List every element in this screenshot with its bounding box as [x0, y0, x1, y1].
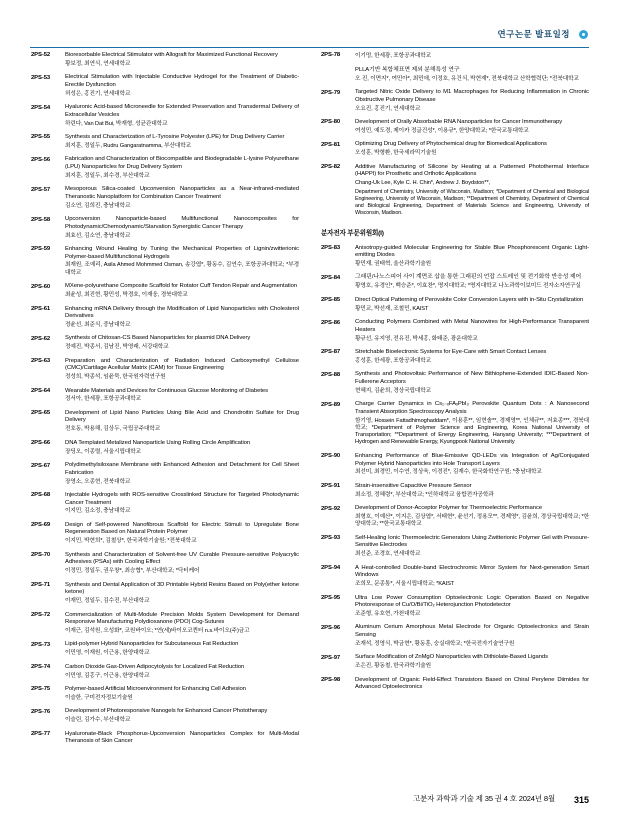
footer-journal-info: 고분자 과학과 기술 제 35 권 4 호 2024년 8월 — [412, 794, 555, 803]
entry-authors: Chang-Uk Lee, Kyle C. H. Chin*, Andrew J. Boydston**, — [355, 180, 491, 187]
entry-code: 2PS-82 — [321, 164, 341, 171]
entry-authors: 이지민, 김소정, 충남대학교 — [65, 508, 131, 515]
entry-authors: 하린다, Van Dat Bui, 박재형, 성균관대학교 — [65, 120, 168, 127]
entry-body — [65, 186, 299, 210]
entry-title: Development of Organic Field-Effect Transistors Based on Chiral Perylene Diimides for Advanced Optoelectronics — [355, 676, 589, 691]
entry-body — [65, 52, 299, 68]
abstract-entry — [31, 388, 299, 404]
abstract-entry — [321, 535, 589, 559]
entry-body — [355, 483, 589, 499]
entry-code: 2PS-97 — [321, 654, 341, 661]
entry-title: Mesoporous Silica-coated Upconversion Nanoparticles as a Near-infrared-mediated Theranostic Nanoplatform for Combination Cancer Treatment — [65, 186, 299, 200]
entry-authors: 황민교, 박선재, 조철민, KAIST — [355, 305, 429, 312]
entry-body — [355, 595, 589, 619]
section-heading: 분자전자 부문위원회(I) — [321, 229, 384, 237]
abstract-entry — [321, 565, 589, 589]
page-header-title: 연구논문 발표일정 — [497, 29, 570, 39]
entry-affiliation: Department of Chemistry, University of Wisconsin, Madison; *Department of Chemical and Biological Engineering, University of Wisconsin, Madison; **Department of Chemistry, Department of Chemical and Biological Engineering, Department of Materials Science and Engineering, University of Wisconsin, Madison. — [355, 188, 589, 216]
entry-code: 2PS-58 — [31, 216, 51, 223]
entry-authors: 정윤선, 최준식, 중남대학교 — [65, 321, 131, 328]
abstract-entry — [321, 371, 589, 395]
entry-authors: 이정민, 정일두, 권우창*, 최승협*, 부산대학교; *닥터케어 — [65, 568, 200, 575]
entry-title: Fabrication and Characterization of Biocompatible and Biodegradable L-lysine Polyurethane (LPU) Nanoparticles for Drug Delivery System — [65, 156, 299, 170]
entry-authors: 최선준, 조경호, 연세대학교 — [355, 551, 421, 558]
entry-authors: 최윤성, 최진현, 황민성, 박경호, 이재웅, 경북대학교 — [65, 292, 188, 299]
left-column — [31, 52, 299, 760]
abstract-entry — [31, 283, 299, 299]
entry-authors: 황영호, 유경인*, 백승준*, 이효찬*, 명지대학교; *명지대학교 나노과학이보미드 전자소자연구실 — [355, 283, 581, 290]
abstract-entry — [31, 612, 299, 636]
entry-title: Commercialization of Multi-Module Precision Molds System Development for Demand Responsive Manufacturing Polydioxanone (PDO) Cog-Sutures — [65, 611, 299, 626]
entry-title: Targeted Nitric Oxide Delivery to M1 Macrophages for Reducing Inflammation in Chronic Obstructive Pulmonary Disease — [355, 89, 589, 103]
abstract-entry — [31, 492, 299, 516]
entry-body — [65, 552, 299, 576]
abstract-entry — [321, 245, 589, 269]
header-dot-icon — [579, 30, 588, 39]
entry-title: Enhancing mRNA Delivery through the Modification of Lipid Nanoparticles with Cholesterol Derivatives — [65, 305, 299, 320]
entry-body — [65, 335, 299, 351]
abstract-entry — [321, 401, 589, 447]
entry-code: 2PS-84 — [321, 274, 341, 281]
entry-authors: 최효선, 김소연, 충남대학교 — [65, 232, 131, 239]
entry-authors: 이슬한, 구미전자정보기술원 — [65, 694, 133, 701]
entry-authors: 조은진, 황동철, 한국과학기술원 — [355, 663, 432, 670]
entry-body — [65, 306, 299, 330]
entry-body — [355, 535, 589, 559]
entry-title: Development of Donor-Acceptor Polymer for Thermoelectric Performance — [355, 505, 543, 512]
entry-code: 2PS-76 — [31, 708, 51, 715]
abstract-entry — [321, 67, 589, 83]
entry-code: 2PS-66 — [31, 440, 51, 447]
entry-title: Injectable Hydrogels with ROS-sensitive Crosslinked Structure for Targeted Photodynamic Cancer Treatment — [65, 492, 299, 506]
entry-code: 2PS-54 — [31, 104, 51, 111]
entry-title: 그래핀/나노스피어 사이 계면조 삽을 통한 그래핀의 언잡 스트레인 및 전기화학 반응성 제어 — [355, 274, 582, 281]
abstract-entry — [321, 453, 589, 477]
entry-body — [355, 274, 589, 290]
entry-body — [355, 505, 589, 528]
entry-title: Bioresorbable Electrical Stimulator with Allograft for Maximized Functional Recovery — [65, 52, 278, 58]
entry-body — [65, 708, 299, 724]
abstract-entry — [321, 505, 589, 528]
entry-code: 2PS-55 — [31, 134, 51, 141]
abstract-entry — [321, 677, 589, 693]
entry-title: PLLA기반 복합체표면 제외 분해특성 연구 — [355, 66, 460, 73]
entry-authors: 조희모, 문종통*, 서울시립대학교; *KAIST — [355, 581, 455, 588]
entry-authors: 현혜지, 김윤희, 경상국립대학교 — [355, 387, 432, 394]
entry-body — [355, 119, 589, 135]
entry-authors: 이기멍, 한세광, 포항공과대학교 — [355, 53, 432, 60]
entry-authors: 여성민, 예도경, 제이카 정글건성*, 이용규*, 한양대학교; *한국교통대학교 — [355, 127, 529, 134]
abstract-entry — [321, 624, 589, 648]
entry-code: 2PS-67 — [31, 462, 51, 469]
abstract-entry — [31, 134, 299, 150]
entry-authors: 김소연, 김희진, 충남대학교 — [65, 202, 131, 209]
entry-title: Hyaluronate-Black Phosphorus-Upconversion Nanoparticles Complex for Multi-Modal Theranosis of Skin Cancer — [65, 730, 299, 745]
entry-title: DNA Templated Metalized Nanoparticle Using Rolling Circle Amplification — [65, 439, 251, 446]
entry-authors: 함기영, Hossein Fattadhimoghaddam*, 이용훈**, 임현솔**, 경제영**, 인체규**, 저효종***, 경북대학교; *Department of Polymer Science and Engineering, Korea National University of Transportation; **Department of Energy Engineering, Hanyang University; ***Department of Hydrogen and Renewable Energy, Kyungpook National University — [355, 417, 589, 446]
entry-title: Self-Healing Ionic Thermoelectric Generators Using Zwitterionic Polymer Gel with Pressure-Sensitive Electrodes — [355, 534, 589, 549]
entry-code: 2PS-61 — [31, 305, 51, 312]
entry-title: Strain-insensitive Capacitive Pressure Sensor — [355, 482, 472, 489]
entry-code: 2PS-72 — [31, 611, 51, 618]
entry-code: 2PS-81 — [321, 141, 341, 148]
entry-body — [355, 319, 589, 343]
entry-code: 2PS-86 — [321, 319, 341, 326]
abstract-entry — [31, 358, 299, 382]
entry-body — [355, 67, 589, 83]
entry-code: 2PS-80 — [321, 119, 341, 126]
entry-title: Anisotropy-guided Molecular Engineering for Stable Blue Phosphorescent Organic Light-emitting Diodes — [355, 244, 589, 259]
entry-title: Development of Photoresponsive Nanogels for Enhanced Cancer Phototherapy — [65, 708, 268, 715]
entry-code: 2PS-94 — [321, 565, 341, 572]
entry-code: 2PS-83 — [321, 244, 341, 251]
entry-authors: 오성훈, 박형환, 한국세라믹기술원 — [355, 150, 437, 157]
entry-body — [355, 349, 589, 365]
entry-body — [65, 582, 299, 606]
entry-body — [355, 89, 589, 113]
abstract-entry — [321, 654, 589, 670]
entry-title: Direct Optical Patterning of Perovskite Color Conversion Layers with in-Situ Crystallization — [355, 296, 584, 303]
entry-code: 2PS-95 — [321, 594, 341, 601]
entry-authors: 이민영, 김홍구, 이근용, 한양대학교 — [65, 672, 150, 679]
entry-body — [65, 156, 299, 180]
abstract-entry — [31, 246, 299, 277]
entry-body — [355, 52, 589, 61]
entry-code: 2PS-98 — [321, 677, 341, 683]
abstract-entry — [31, 335, 299, 351]
entry-authors: 조준형, 유호현, 가천대학교 — [355, 610, 421, 617]
entry-body — [65, 104, 299, 128]
entry-body — [355, 624, 589, 648]
abstract-entry — [31, 582, 299, 606]
abstract-entry — [31, 410, 299, 434]
entry-authors: 오요진, 홍진기, 연세대학교 — [355, 105, 421, 112]
entry-body — [65, 74, 299, 98]
abstract-entry — [31, 156, 299, 180]
entry-body — [355, 297, 589, 313]
entry-title: Preparation and Characterization of Radiation Induced Carboxymethyl Cellulose (CMC)/Cartilage Acellular Matrix (CAM) for Tissue Engineering — [65, 357, 299, 372]
entry-code: 2PS-77 — [31, 731, 51, 738]
entry-title: Synthesis of Chitosan-CS Based Nanoparticles for plasmid DNA Delivery — [65, 335, 251, 342]
entry-authors: 최소정, 정혜령*, 부산대학교; *인하대학교 융합전자공학과 — [355, 491, 494, 498]
entry-title: Surface Modification of ZnMgO Nanoparticles with Dithiolate-Based Ligands — [355, 654, 549, 661]
entry-title: Additive Manufacturing of Silicone by Heating at a Patterned Photothermal Interface (HAPPI) for Prosthetic and Orthotic Applications — [355, 163, 589, 178]
header-rule — [30, 47, 589, 48]
entry-authors: 조재석, 정영식, 박금현*, 황동훈, 숭실대학교; *한국전자기술연구원 — [355, 640, 515, 647]
entry-body — [355, 164, 589, 217]
entry-authors: 최선미, 최경민, 이수연, 정상욱, 이경진*, 김재수, 한국화학연구원; *충남대학교 — [355, 469, 542, 476]
entry-title: Upconversion Nanoparticle-based Multifunctional Nanocomposites for Photodynamic/Chemodynamic/Starvation Synergistic Cancer Therapy — [65, 216, 299, 230]
entry-code: 2PS-63 — [31, 358, 51, 365]
right-column — [321, 52, 589, 760]
abstract-entry — [321, 274, 589, 290]
abstract-entry — [321, 89, 589, 113]
abstract-entry — [31, 641, 299, 657]
entry-body — [65, 641, 299, 657]
abstract-entry — [321, 164, 589, 217]
entry-code: 2PS-79 — [321, 89, 341, 96]
entry-code: 2PS-96 — [321, 624, 341, 631]
entry-body — [65, 134, 299, 150]
entry-title: Optimizing Drug Delivery of Phytochemical drug for Biomedical Applications — [355, 141, 547, 148]
abstract-entry — [321, 297, 589, 313]
entry-code: 2PS-60 — [31, 283, 51, 290]
entry-authors: 전호동, 박용해, 김상두, 국립공주대학교 — [65, 426, 161, 433]
abstract-entry — [31, 104, 299, 128]
entry-code: 2PS-88 — [321, 371, 341, 378]
entry-authors: 정예진, 박종서, 김남진, 박영래, 서강대학교 — [65, 344, 169, 351]
entry-code: 2PS-78 — [321, 52, 341, 59]
entry-code: 2PS-85 — [321, 297, 341, 304]
footer-page-number: 315 — [573, 795, 589, 805]
abstract-entry — [321, 595, 589, 619]
entry-authors: 황보정, 최연식, 연세대학교 — [65, 60, 131, 67]
entry-body — [355, 245, 589, 269]
entry-code — [321, 67, 355, 83]
entry-authors: 이재근, 김석원, 오성화*, 코원바이오; *연(세)바이오코퀸터 n.s.바이오(주)금고 — [65, 627, 250, 634]
entry-title: Conducting Polymers Combined with Metal Nanowires for High-Performance Transparent Heaters — [355, 319, 589, 333]
entry-code: 2PS-71 — [31, 582, 51, 589]
entry-authors: 홍성훈, 한세광, 포항공과대학교 — [355, 357, 432, 364]
entry-body — [65, 410, 299, 434]
entry-title: Carbon Dioxide Gas-Driven Adipocytolysis for Localized Fat Reduction — [65, 663, 245, 670]
entry-body — [355, 654, 589, 670]
entry-authors: 최재원, 조예리, Asila Ahmed Mohmmed Osman, 송강엽*, 황동수, 김연수, 포항공과대학교; *부경대학교 — [65, 262, 299, 276]
entry-body — [355, 401, 589, 447]
entry-code: 2PS-70 — [31, 552, 51, 559]
entry-authors: 정서아, 한세광, 포항공과대학교 — [65, 396, 142, 403]
page-footer — [0, 787, 619, 805]
entry-code: 2PS-74 — [31, 664, 51, 671]
entry-authors: 장영소, 오종현, 전북대학교 — [65, 478, 131, 485]
abstract-entry — [321, 52, 589, 61]
entry-body — [65, 686, 299, 702]
entry-authors: 허성은, 홍진기, 연세대학교 — [65, 90, 131, 97]
entry-title: Stretchable Bioelectronic Systems for Eye-Care with Smart Contact Lenses — [355, 348, 547, 355]
entry-authors: 황규선, 유지영, 전유진, 박세홍, 화태준, 광운대학교 — [355, 335, 478, 342]
entry-code: 2PS-56 — [31, 156, 51, 163]
entry-authors: 이지민, 박현희*, 김철상*, 한국과학기술원; *전북대학교 — [65, 538, 197, 545]
entry-body — [355, 565, 589, 589]
abstract-entry — [31, 686, 299, 702]
abstract-entry — [31, 522, 299, 546]
abstract-entry — [321, 119, 589, 135]
entry-title: Development of Orally Absorbable RNA Nanoparticles for Cancer Immunotherapy — [355, 118, 563, 125]
entry-code: 2PS-64 — [31, 388, 51, 394]
entry-title: Polymer-based Artificial Microenvironment for Enhancing Cell Adhesion — [65, 686, 246, 693]
entry-title: Charge Carrier Dynamics in Cs₁₋ₓFAₓPbI₃ Perovskite Quantum Dots : A Nanosecond Transient Absorption Spectroscopy Analysis — [355, 401, 589, 415]
entry-body — [65, 246, 299, 277]
abstract-entry — [31, 708, 299, 724]
entry-title: Hyaluronic Acid-based Microneedle for Extended Preservation and Transdermal Delivery of Extracellular Vesicles — [65, 104, 299, 118]
entry-authors: 이슬린, 김가수, 부산대학교 — [65, 717, 131, 724]
entry-code: 2PS-92 — [321, 505, 341, 512]
entry-title: Synthesis and Characterization of L-Tyrosine Polyester (LPE) for Drug Delivery Carrier — [65, 134, 285, 141]
entry-body — [65, 440, 299, 456]
abstract-entry — [321, 319, 589, 343]
abstract-entry — [31, 74, 299, 98]
entry-body — [65, 612, 299, 636]
columns-container — [31, 52, 589, 760]
entry-code: 2PS-62 — [31, 335, 51, 342]
entry-authors: 이민영, 이재원, 이근용, 한양대학교 — [65, 650, 150, 657]
entry-code: 2PS-68 — [31, 492, 51, 499]
entry-body — [65, 664, 299, 680]
entry-code: 2PS-52 — [31, 52, 51, 59]
entry-title: Enhancing Performance of Blue-Emissive QD-LEDs via Integration of Ag/Conjugated Polymer Hybrid Nanoparticles into Hole Transport Layers — [355, 452, 589, 467]
entry-title: Development of Lipid Nano Particles Using Bile Acid and Chondroitin Sulfate for Drug Delivery — [65, 409, 299, 424]
page-header — [0, 22, 619, 48]
entry-body — [65, 358, 299, 382]
entry-code: 2PS-91 — [321, 483, 341, 490]
entry-authors: 장딩오, 이종렬, 서울시립대학교 — [65, 448, 142, 455]
abstract-entry — [321, 141, 589, 157]
entry-code: 2PS-73 — [31, 641, 51, 648]
entry-code: 2PS-57 — [31, 186, 51, 193]
abstract-entry — [321, 483, 589, 499]
entry-authors: 이재민, 정일두, 김수진, 부산대학교 — [65, 598, 150, 605]
entry-code: 2PS-75 — [31, 686, 51, 693]
entry-body — [355, 677, 589, 693]
entry-code: 2PS-59 — [31, 246, 51, 253]
abstract-entry — [31, 216, 299, 240]
abstract-entry — [31, 306, 299, 330]
abstract-entry — [31, 552, 299, 576]
entry-body — [65, 462, 299, 486]
entry-code: 2PS-87 — [321, 349, 341, 356]
abstract-entry — [31, 664, 299, 680]
entry-authors: 오 진, 이면지*, 여민아*, 최민애, 이정호, 유건식, 박현재*, 전북대학교 산학협력단; *전북대학교 — [355, 75, 579, 82]
entry-body — [355, 453, 589, 477]
entry-title: Electrical Stimulation with Injectable Conductive Hydrogel for the Treatment of Diabetic-Erectile Dysfunction — [65, 74, 299, 88]
entry-body — [355, 141, 589, 157]
entry-title: Polydimethylsiloxane Membrane with Enhanced Adhesion and Detachment for Cell Sheet Fabrication — [65, 462, 299, 476]
entry-title: Wearable Materials and Devices for Continuous Glucose Monitoring of Diabetes — [65, 387, 268, 394]
entry-title: Lipid-polymer Hybrid Nanoparticles for Subcutaneous Fat Reduction — [65, 641, 239, 648]
entry-body — [65, 492, 299, 516]
entry-body — [355, 371, 589, 395]
entry-authors: 최지훈, 정일두, Rudru Gangaratnamma, 부산대학교 — [65, 142, 192, 149]
entry-body — [65, 388, 299, 404]
entry-body — [65, 522, 299, 546]
entry-body — [65, 731, 299, 747]
entry-code: 2PS-89 — [321, 401, 341, 408]
entry-title: Enhancing Wound Healing by Tuning the Mechanical Properties of Lignin/zwitterionic Polymer-based Multifunctional Hydrogels — [65, 246, 299, 260]
abstract-entry — [31, 731, 299, 747]
entry-title: Synthesis and Dental Application of 3D Printable Hybrid Resins Based on Poly(ether ketone ketone) — [65, 581, 299, 596]
entry-title: A Heat-controlled Double-band Electrochromic Mirror System for Next-generation Smart Windows — [355, 564, 589, 579]
entry-title: Design of Self-powered Nanofibrous Scaffold for Electric Stimuli to Upregulate Bone Regeneration Based on Natural Protein Polymer — [65, 521, 299, 536]
entry-title: Synthesis and Characterization of Solvent-free UV Curable Pressure-sensitive Polyacrylic Adhesives (PSAs) with Cooling Effect — [65, 551, 299, 566]
entry-code: 2PS-65 — [31, 410, 51, 417]
entry-authors: 정성희, 박종석, 임윤묵, 한국원자력연구원 — [65, 374, 166, 381]
abstract-entry — [31, 186, 299, 210]
entry-authors: 최형호, 이예산*, 이지은, 김상엽*, 서태현*, 윤선기, 정용모**, 경제영*, 김윤희, 경상국립대학교; *한양대학교; **한국교통대학교 — [355, 514, 589, 528]
entry-authors: 황민재, 권태혁, 울산과학기술원 — [355, 260, 432, 267]
entry-code: 2PS-53 — [31, 74, 51, 81]
entry-body — [65, 216, 299, 240]
abstract-entry — [31, 52, 299, 68]
entry-code: 2PS-93 — [321, 535, 341, 542]
entry-code: 2PS-69 — [31, 522, 51, 529]
entry-code: 2PS-90 — [321, 453, 341, 460]
entry-title: Synthesis and Photovoltaic Performance of New Bithiophene-Extended IDIC-Based Non-Fullerene Acceptors — [355, 371, 589, 385]
entry-body — [65, 283, 299, 299]
abstract-entry — [321, 349, 589, 365]
entry-title: Aluminum Cerium Amorphous Metal Electrode for Organic Optoelectronics and Strain Sensing — [355, 624, 589, 638]
abstract-entry — [31, 462, 299, 486]
entry-authors: 최지훈, 정일두, 최수경, 부산대학교 — [65, 172, 150, 179]
entry-title: Ultra Low Power Consumption Optoelectronic Logic Operation Based on Negative Photoresponse of Cu/O/Bi/TiO₂ Heterojunction Photodetector — [355, 594, 589, 609]
entry-title: MXene-polyurethane Composite Scaffold for Rotator Cuff Tendon Repair and Augmentation — [65, 283, 298, 290]
abstract-entry — [31, 440, 299, 456]
